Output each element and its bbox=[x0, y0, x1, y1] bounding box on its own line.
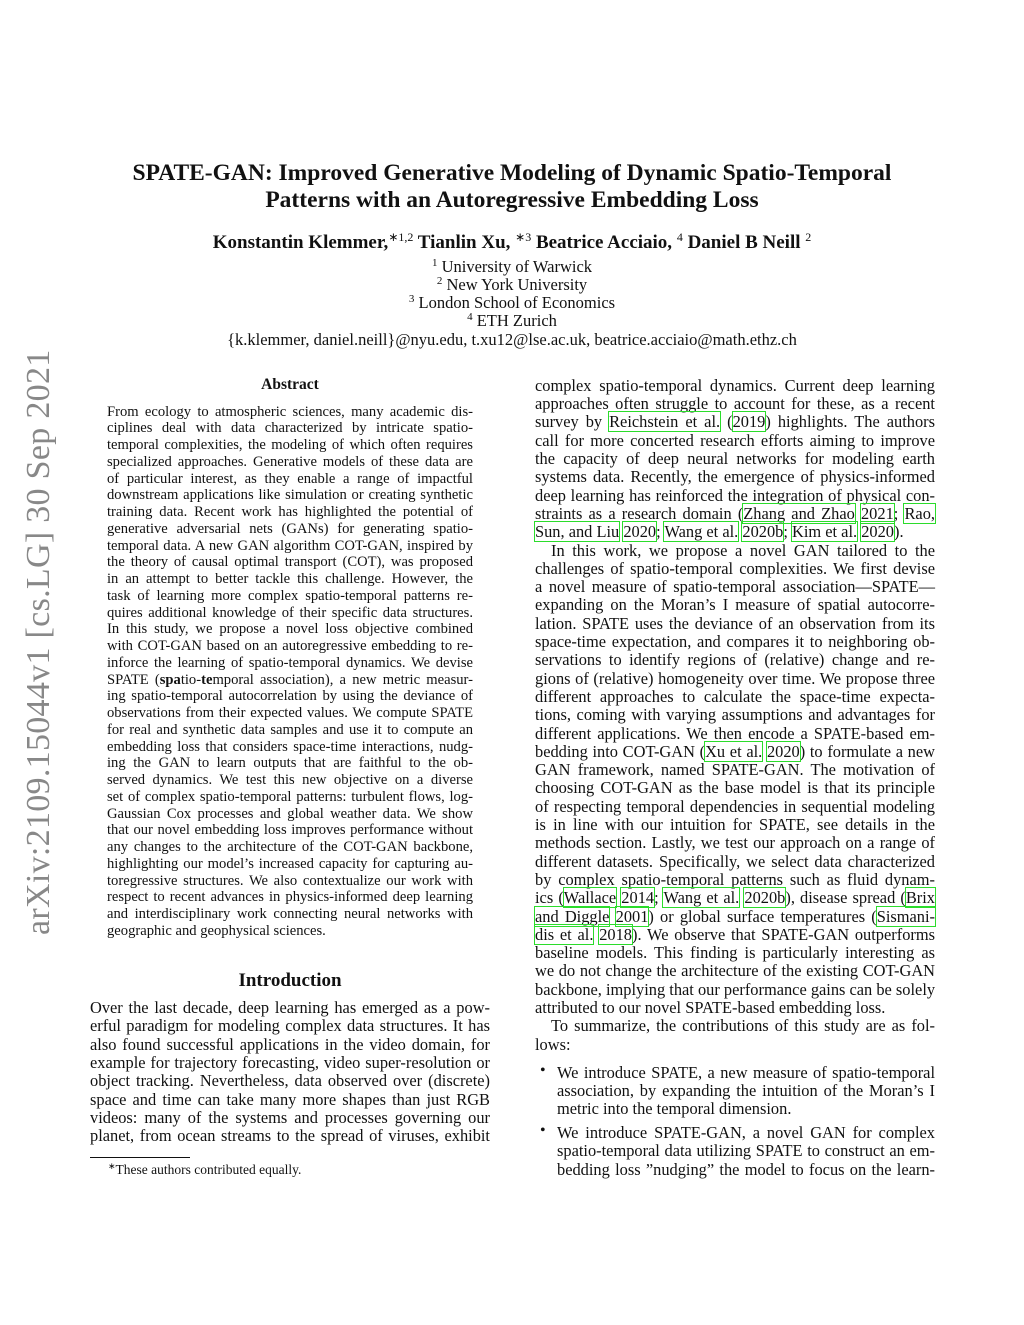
text-run: In this work, we propose a novel GAN tailored to the bbox=[551, 540, 935, 560]
text-line bbox=[107, 638, 473, 655]
text-run: a novel measure of spatio-temporal association—SPATE— bbox=[535, 577, 935, 597]
text-line bbox=[90, 1127, 490, 1145]
text-line bbox=[107, 420, 473, 437]
text-run: servations to identify regions of (relative) change and re- bbox=[535, 650, 935, 670]
text-run: mporal association), a new metric measur- bbox=[212, 671, 473, 688]
text-run: lows: bbox=[535, 1034, 571, 1054]
text-run: videos: many of the systems and processes governing our bbox=[90, 1107, 490, 1127]
text-run: ), disease spread ( bbox=[785, 888, 906, 908]
text-run: metric into the temporal dimension. bbox=[557, 1099, 792, 1119]
citation-link[interactable]: Rao, bbox=[904, 503, 935, 523]
text-line bbox=[535, 908, 935, 926]
text-line bbox=[535, 505, 935, 523]
text-run: ) to formulate a new bbox=[799, 741, 935, 761]
affiliation bbox=[0, 311, 1024, 331]
citation-link[interactable]: 2001 bbox=[615, 906, 649, 926]
text-line bbox=[535, 487, 935, 505]
text-line bbox=[535, 377, 935, 395]
text-run: ; bbox=[654, 888, 664, 908]
text-line bbox=[535, 816, 935, 834]
text-run: systems data. Recently, the emergence of physics-informed bbox=[535, 467, 935, 487]
citation-link[interactable]: 2020 bbox=[766, 741, 800, 761]
text-run bbox=[609, 907, 615, 926]
text-line bbox=[107, 672, 473, 689]
text-run: by complex spatio-temporal patterns such as fluid dynam- bbox=[535, 869, 935, 889]
text-run: bedding into COT-GAN ( bbox=[535, 741, 706, 761]
text-run: ) highlights. The authors bbox=[765, 412, 935, 432]
footnote-text: These authors contributed equally. bbox=[115, 1162, 302, 1177]
citation-link[interactable]: dis et al. bbox=[535, 924, 594, 944]
text-line bbox=[535, 578, 935, 596]
text-line bbox=[535, 926, 935, 944]
text-run: choosing COT-GAN as the base model is that its principle bbox=[535, 778, 935, 798]
text-run: observations from their expected values. We compute SPATE bbox=[107, 705, 473, 722]
text-run: the capacity of deep neural networks for modeling earth bbox=[535, 449, 935, 469]
text-line bbox=[535, 688, 935, 706]
abstract-heading: Abstract bbox=[261, 376, 319, 393]
text-line bbox=[535, 413, 935, 431]
text-line bbox=[107, 504, 473, 521]
affiliation-name: University of Warwick bbox=[441, 257, 593, 276]
text-line bbox=[557, 1161, 935, 1179]
text-line bbox=[535, 889, 935, 907]
author-name: Konstantin Klemmer, bbox=[212, 232, 389, 253]
text-line bbox=[90, 1017, 490, 1035]
text-run: Over the last decade, deep learning has emerged as a pow- bbox=[90, 997, 490, 1017]
text-line bbox=[107, 588, 473, 605]
text-run: tions, coming with varying assumptions and advantages for bbox=[535, 705, 935, 725]
text-line bbox=[107, 605, 473, 622]
text-line bbox=[535, 432, 935, 450]
footnote-mark: ∗ bbox=[108, 1161, 116, 1171]
text-run: attributed to our novel SPATE-based embedding loss. bbox=[535, 998, 886, 1018]
text-run: task of learning more complex spatio-temporal patterns re- bbox=[107, 587, 473, 604]
text-line bbox=[107, 906, 473, 923]
text-line bbox=[535, 834, 935, 852]
text-run: any changes to the architecture of the COT-GAN backbone, bbox=[107, 839, 473, 856]
text-run: expanding on the Moran’s I measure of spatial autocorre- bbox=[535, 595, 935, 615]
text-line bbox=[107, 822, 473, 839]
author-name: Beatrice Acciaio, bbox=[535, 232, 673, 253]
affiliation bbox=[0, 293, 1024, 313]
bold-text-run: te bbox=[201, 671, 213, 688]
bold-text-run: spa bbox=[159, 671, 181, 688]
text-line bbox=[107, 571, 473, 588]
text-run: with COT-GAN based on an autoregressive embedding to re- bbox=[107, 638, 473, 655]
text-run: the theory of causal optimal transport (COT), was proposed bbox=[107, 554, 473, 571]
text-line bbox=[535, 779, 935, 797]
citation-link[interactable]: Sun, and Liu bbox=[535, 522, 620, 542]
text-line bbox=[107, 889, 473, 906]
text-line bbox=[107, 806, 473, 823]
affiliation-number: 4 bbox=[467, 311, 473, 323]
author-name: Daniel B Neill bbox=[687, 232, 801, 253]
text-run: deep learning has reinforced the integration of physical con- bbox=[535, 485, 935, 505]
text-run: embedding loss that considers space-time interactions, nudg- bbox=[107, 738, 473, 755]
citation-link[interactable]: 2020b bbox=[744, 888, 786, 908]
text-run: quires additional knowledge of their specific data structures. bbox=[107, 604, 473, 621]
text-line bbox=[557, 1064, 935, 1082]
text-run: methods section. Lastly, we test our approach on a range of bbox=[535, 833, 935, 853]
text-run: space and time can take many more shapes than just RGB bbox=[90, 1089, 490, 1109]
affiliation bbox=[0, 275, 1024, 295]
text-line bbox=[535, 743, 935, 761]
text-run: survey by bbox=[535, 412, 610, 432]
citation-link[interactable]: Wallace bbox=[563, 888, 617, 908]
citation-link[interactable]: Zhang and Zhao bbox=[743, 503, 855, 523]
text-run: baseline models. This finding is particularly interesting as bbox=[535, 943, 935, 963]
text-run: training data. Recent work has highlighted the potential of bbox=[107, 504, 473, 521]
text-line bbox=[535, 633, 935, 651]
text-line bbox=[107, 789, 473, 806]
text-line bbox=[107, 739, 473, 756]
paper-title-line-2: Patterns with an Autoregressive Embedding Loss bbox=[265, 187, 759, 213]
text-run: different datasets. Specifically, we select data characterized bbox=[535, 851, 935, 871]
text-line bbox=[535, 395, 935, 413]
citation-link[interactable]: 2018 bbox=[599, 924, 632, 944]
text-line bbox=[107, 404, 473, 421]
text-line bbox=[107, 688, 473, 705]
text-run: generative adversarial nets (GANs) for generating spatio- bbox=[107, 520, 473, 537]
text-run: spatio-temporal data utilizing SPATE to construct an em- bbox=[557, 1141, 935, 1161]
affiliation-name: New York University bbox=[446, 275, 588, 294]
text-run: geographic and geophysical sciences. bbox=[107, 922, 326, 939]
text-run: bedding loss ”nudging” the model to focus on the learn- bbox=[557, 1159, 935, 1179]
text-line bbox=[107, 873, 473, 890]
text-line bbox=[107, 923, 473, 940]
text-run: respect to recent advances in physics-informed deep learning bbox=[107, 889, 473, 906]
text-line bbox=[107, 839, 473, 856]
text-line bbox=[557, 1100, 935, 1118]
text-line bbox=[535, 670, 935, 688]
text-run: ). We observe that SPATE-GAN outperforms bbox=[632, 924, 935, 944]
text-line bbox=[535, 725, 935, 743]
text-line bbox=[107, 454, 473, 471]
text-line bbox=[107, 755, 473, 772]
text-run: highlighting our model’s increased capacity for capturing au- bbox=[107, 855, 473, 872]
text-line bbox=[90, 1109, 490, 1127]
citation-link[interactable]: 2020b bbox=[742, 522, 784, 542]
text-run: gions of (relative) homogeneity over time. We propose three bbox=[535, 668, 935, 688]
text-run: tio- bbox=[180, 671, 202, 688]
footnote bbox=[108, 1161, 301, 1178]
text-run: challenges of spatio-temporal complexities. We first devise bbox=[535, 558, 935, 578]
text-run: specialized approaches. Generative models of these data are bbox=[107, 453, 473, 470]
text-line bbox=[535, 761, 935, 779]
citation-link[interactable]: Wang et al. bbox=[663, 888, 740, 908]
text-run: From ecology to atmospheric sciences, many academic dis- bbox=[107, 403, 473, 420]
text-run: GAN framework, named SPATE-GAN. The motivation of bbox=[535, 760, 935, 780]
text-line bbox=[107, 471, 473, 488]
text-line bbox=[535, 853, 935, 871]
text-line bbox=[535, 962, 935, 980]
citation-link[interactable]: Sismani- bbox=[876, 906, 936, 926]
text-line bbox=[535, 523, 935, 541]
text-run: ) or global surface temperatures ( bbox=[648, 906, 877, 926]
text-run: ing spatio-temporal autocorrelation by using the deviance of bbox=[107, 688, 473, 705]
text-line bbox=[557, 1082, 935, 1100]
text-run: complex spatio-temporal dynamics. Current deep learning bbox=[535, 375, 935, 395]
text-run: temporal complexities, the modeling of which often requires bbox=[107, 437, 473, 454]
text-run: planet, from ocean streams to the spread of viruses, exhibit bbox=[90, 1126, 490, 1146]
author-affiliation-mark: 4 bbox=[676, 230, 683, 244]
text-run: of respecting temporal dependencies in sequential modeling bbox=[535, 796, 935, 816]
text-line bbox=[107, 772, 473, 789]
citation-link[interactable]: 2021 bbox=[860, 503, 894, 523]
citation-link[interactable]: Reichstein et al. bbox=[609, 412, 721, 432]
text-line bbox=[535, 596, 935, 614]
introduction-heading: Introduction bbox=[238, 970, 342, 991]
text-run: and interdisciplinary work connecting neural networks with bbox=[107, 906, 473, 923]
text-run: To summarize, the contributions of this study are as fol- bbox=[551, 1016, 935, 1036]
text-run: ing the GAN to learn outputs that are faithful to the ob- bbox=[107, 755, 473, 772]
author-name: Tianlin Xu, bbox=[417, 232, 511, 253]
text-line bbox=[107, 655, 473, 672]
text-run: is in line with our intuition for SPATE, see details in the bbox=[535, 815, 935, 835]
text-run: of particular interest, as they enable a range of impactful bbox=[107, 470, 473, 487]
text-run: ( bbox=[720, 412, 733, 432]
citation-link[interactable]: Brix bbox=[905, 888, 935, 908]
text-line bbox=[90, 1054, 490, 1072]
text-run: approaches often struggle to account for these, as a recent bbox=[535, 394, 935, 414]
bullet-marker: • bbox=[540, 1122, 546, 1139]
text-line bbox=[535, 1017, 935, 1035]
citation-link[interactable]: 2020 bbox=[861, 522, 894, 542]
text-line bbox=[535, 450, 935, 468]
text-line bbox=[107, 487, 473, 504]
text-run: We introduce SPATE, a new measure of spatio-temporal bbox=[557, 1062, 935, 1082]
text-line bbox=[535, 871, 935, 889]
text-line bbox=[107, 621, 473, 638]
author-affiliation-mark: 2 bbox=[805, 230, 812, 244]
text-run: set of complex spatio-temporal patterns: turbulent flows, log- bbox=[107, 788, 473, 805]
text-line bbox=[557, 1142, 935, 1160]
text-run: erful paradigm for modeling complex data structures. It has bbox=[90, 1016, 490, 1036]
text-line bbox=[107, 538, 473, 555]
text-run: different applications. We then encode a SPATE-based em- bbox=[535, 723, 935, 743]
citation-link[interactable]: and Diggle bbox=[535, 906, 610, 926]
text-run: ciplines deal with data characterized by intricate spatio- bbox=[107, 420, 473, 437]
text-line bbox=[535, 999, 935, 1017]
text-line bbox=[107, 554, 473, 571]
text-run: ). bbox=[894, 522, 904, 542]
text-run: for real and synthetic data samples and use it to compute an bbox=[107, 721, 473, 738]
author-list bbox=[0, 230, 1024, 254]
text-run: lation. SPATE uses the deviance of an observation from its bbox=[535, 613, 935, 633]
affiliation bbox=[0, 257, 1024, 277]
text-line bbox=[107, 437, 473, 454]
author-affiliation-mark: ∗1,2 bbox=[388, 230, 414, 244]
text-line bbox=[107, 856, 473, 873]
affiliation-number: 1 bbox=[431, 257, 438, 269]
text-line bbox=[557, 1124, 935, 1142]
paper-title-line-1: SPATE-GAN: Improved Generative Modeling of Dynamic Spatio-Temporal bbox=[132, 160, 892, 186]
text-run: temporal data. A new GAN algorithm COT-GAN, inspired by bbox=[107, 537, 473, 554]
text-run: inforce the learning of spatio-temporal dynamics. We devise bbox=[107, 654, 473, 671]
text-run: ; bbox=[783, 522, 793, 542]
text-line bbox=[107, 521, 473, 538]
text-run: also found successful applications in the video domain, for bbox=[90, 1034, 490, 1054]
footnote-divider bbox=[90, 1157, 190, 1158]
citation-link[interactable]: 2019 bbox=[732, 412, 766, 432]
text-run: Gaussian Cox processes and global weather data. We show bbox=[107, 805, 473, 822]
affiliation-name: ETH Zurich bbox=[476, 311, 557, 330]
text-run: downstream applications like simulation or creating synthetic bbox=[107, 487, 473, 504]
citation-link[interactable]: Kim et al. bbox=[792, 522, 858, 542]
citation-link[interactable]: Xu et al. bbox=[705, 741, 763, 761]
citation-link[interactable]: 2020 bbox=[623, 522, 657, 542]
text-run: object tracking. Nevertheless, data observed over (discrete) bbox=[90, 1071, 490, 1091]
text-run: example for trajectory forecasting, video super-resolution or bbox=[90, 1052, 490, 1072]
affiliation-name: London School of Economics bbox=[418, 293, 616, 312]
citation-link[interactable]: Wang et al. bbox=[664, 522, 739, 542]
text-line bbox=[535, 560, 935, 578]
text-line bbox=[535, 798, 935, 816]
text-run: we do not change the architecture of the existing COT-GAN bbox=[535, 961, 935, 981]
text-run: In this study, we propose a novel loss objective combined bbox=[107, 621, 473, 638]
author-affiliation-mark: ∗3 bbox=[515, 230, 532, 244]
text-line bbox=[535, 981, 935, 999]
text-run: association, by expanding the intuition of the Moran’s I bbox=[557, 1081, 935, 1101]
text-run: straints as a research domain ( bbox=[535, 503, 744, 523]
text-line bbox=[90, 1072, 490, 1090]
text-line bbox=[90, 999, 490, 1017]
text-run: that our novel embedding loss improves performance without bbox=[107, 822, 473, 839]
affiliation-number: 3 bbox=[408, 293, 415, 305]
text-line bbox=[535, 615, 935, 633]
author-emails: {k.klemmer, daniel.neill}@nyu.edu, t.xu12@lse.ac.uk, beatrice.acciaio@math.ethz.ch bbox=[227, 330, 797, 349]
text-line bbox=[535, 651, 935, 669]
text-run: SPATE ( bbox=[107, 671, 160, 688]
text-line bbox=[90, 1036, 490, 1054]
citation-link[interactable]: 2014 bbox=[621, 888, 655, 908]
text-line bbox=[535, 468, 935, 486]
text-run: ics ( bbox=[535, 888, 564, 908]
text-line bbox=[535, 944, 935, 962]
text-run: toregressive structures. We also contextualize our work with bbox=[107, 872, 473, 889]
text-run: different approaches to calculate the space-time expecta- bbox=[535, 686, 935, 706]
affiliation-number: 2 bbox=[436, 275, 443, 287]
text-run: in an attempt to better tackle this challenge. However, the bbox=[107, 571, 473, 588]
text-line bbox=[107, 722, 473, 739]
text-run: backbone, implying that our performance gains can be solely bbox=[535, 979, 936, 999]
text-line bbox=[90, 1091, 490, 1109]
text-line bbox=[535, 706, 935, 724]
text-run: ; bbox=[656, 522, 665, 542]
text-line bbox=[535, 1036, 935, 1054]
arxiv-identifier-stamp[interactable]: arXiv:2109.15044v1 [cs.LG] 30 Sep 2021 bbox=[20, 349, 57, 935]
text-run: call for more concerted research efforts aiming to improve bbox=[535, 430, 935, 450]
text-run: space-time expectation, and compares it to neighboring ob- bbox=[535, 632, 935, 652]
text-run: We introduce SPATE-GAN, a novel GAN for complex bbox=[557, 1123, 935, 1143]
bullet-marker: • bbox=[540, 1062, 546, 1079]
text-run: ; bbox=[893, 503, 905, 523]
text-line bbox=[535, 542, 935, 560]
text-run: served dynamics. We test this new objective on a diverse bbox=[107, 772, 473, 789]
text-line bbox=[107, 705, 473, 722]
